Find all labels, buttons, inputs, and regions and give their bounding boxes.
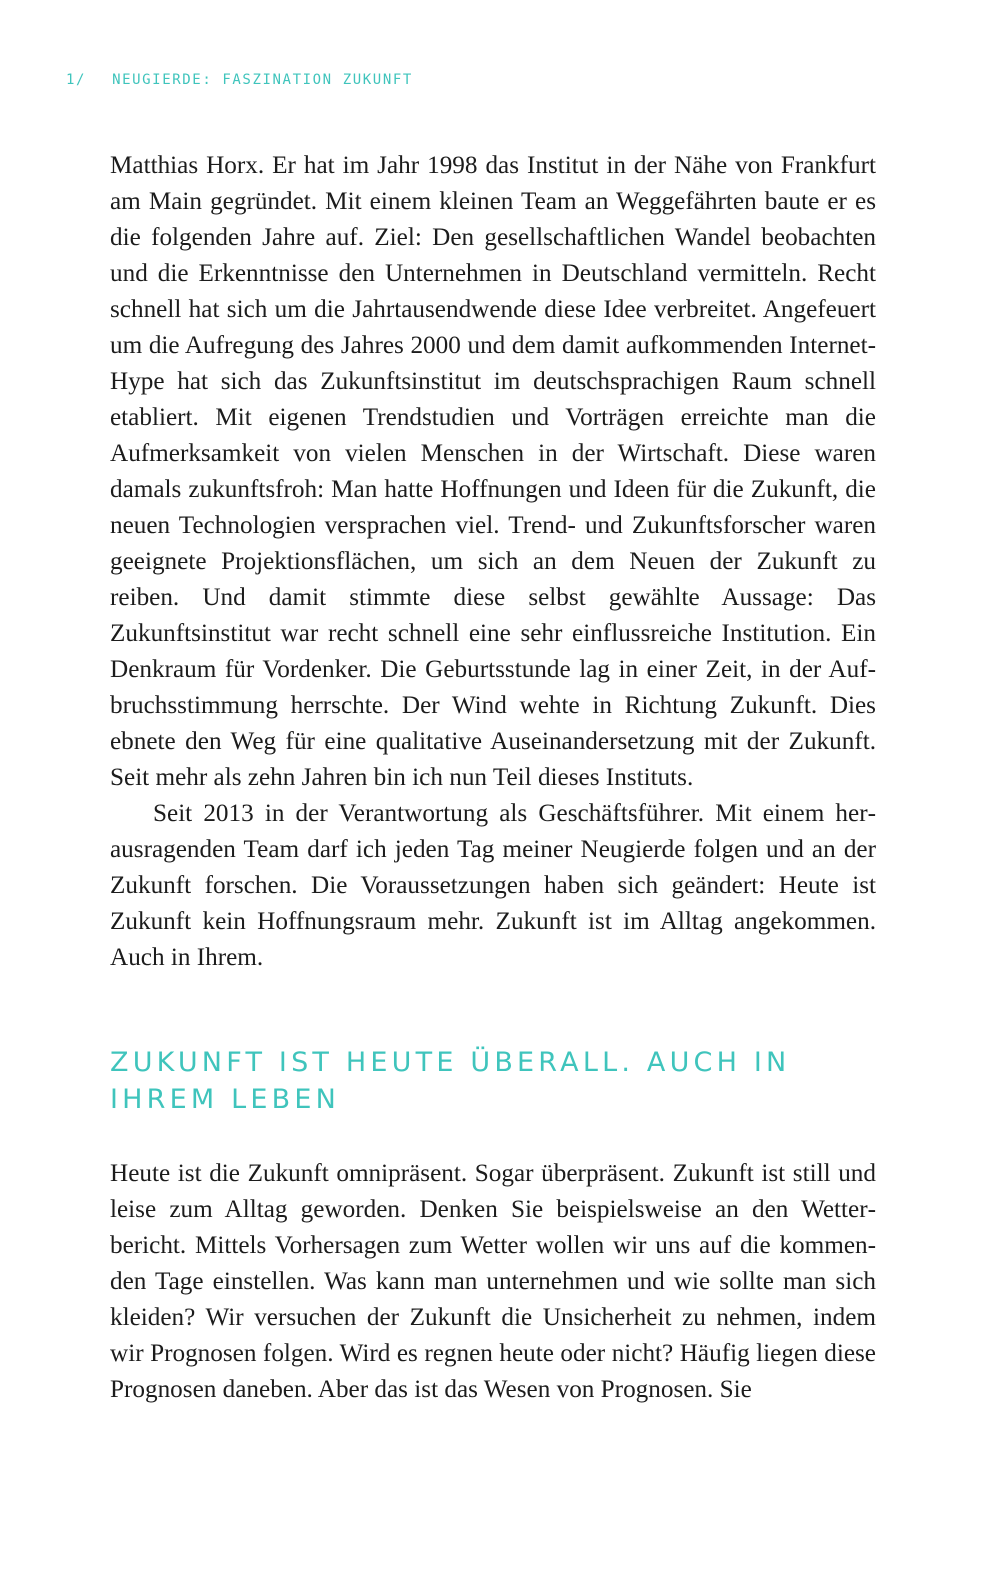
- section-heading: ZUKUNFT IST HEUTE ÜBERALL. AUCH IN IHREM LEBEN: [110, 1047, 791, 1115]
- paragraph: Matthias Horx. Er hat im Jahr 1998 das Institut in der Nähe von Frankfurt am Main gegründet. Mit einem kleinen Team an Weggefährten baute er es die folgenden Jahre auf. Ziel: Den gesellschaftlichen Wandel beobachten und die Erkenntnisse den Unternehmen in Deutschland vermitteln. Recht schnell hat sich um die Jahrtausendwende diese Idee verbreitet. Angefeuert um die Aufregung des Jahres 2000 und dem damit aufkommenden Internet-Hype hat sich das Zukunftsinstitut im deutschsprachigen Raum schnell etabliert. Mit eigenen Trendstudien und Vorträgen erreichte man die Aufmerksamkeit von vielen Menschen in der Wirtschaft. Diese waren damals zukunftsfroh: Man hatte Hoffnungen und Ideen für die Zukunft, die neuen Technologien versprachen viel. Trend- und Zukunftsforscher waren geeignete Projektionsflächen, um sich an dem Neuen der Zukunft zu reiben. Und damit stimmte diese selbst gewählte Aussage: Das Zukunftsinstitut war recht schnell eine sehr einflussreiche Institution. Ein Denkraum für Vordenker. Die Geburtsstunde lag in einer Zeit, in der Aufbruchsstimmung herrschte. Der Wind wehte in Richtung Zukunft. Dies ebnete den Weg für eine qualitative Auseinandersetzung mit der Zukunft. Seit mehr als zehn Jahren bin ich nun Teil dieses Instituts.: [110, 152, 876, 791]
- body-text-bottom: [110, 1156, 876, 1408]
- page-number: 1/: [66, 72, 87, 88]
- running-head: [66, 72, 413, 88]
- running-head-title: NEUGIERDE: FASZINATION ZUKUNFT: [112, 72, 413, 88]
- body-text-top: [110, 148, 876, 976]
- paragraph: Seit 2013 in der Verantwortung als Geschäftsführer. Mit einem herausragenden Team darf ich jeden Tag meiner Neugierde folgen und an der Zukunft forschen. Die Voraussetzungen haben sich geändert: Heute ist Zukunft kein Hoffnungsraum mehr. Zukunft ist im Alltag angekommen. Auch in Ihrem.: [110, 800, 876, 971]
- paragraph: Heute ist die Zukunft omnipräsent. Sogar überpräsent. Zukunft ist still und leise zum Alltag geworden. Denken Sie beispielsweise an den Wetterbericht. Mittels Vorhersagen zum Wetter wollen wir uns auf die kommenden Tage einstellen. Was kann man unternehmen und wie sollte man sich kleiden? Wir versuchen der Zukunft die Unsicherheit zu nehmen, indem wir Prognosen folgen. Wird es regnen heute oder nicht? Häufig liegen diese Prognosen daneben. Aber das ist das Wesen von Prognosen. Sie: [110, 1160, 876, 1403]
